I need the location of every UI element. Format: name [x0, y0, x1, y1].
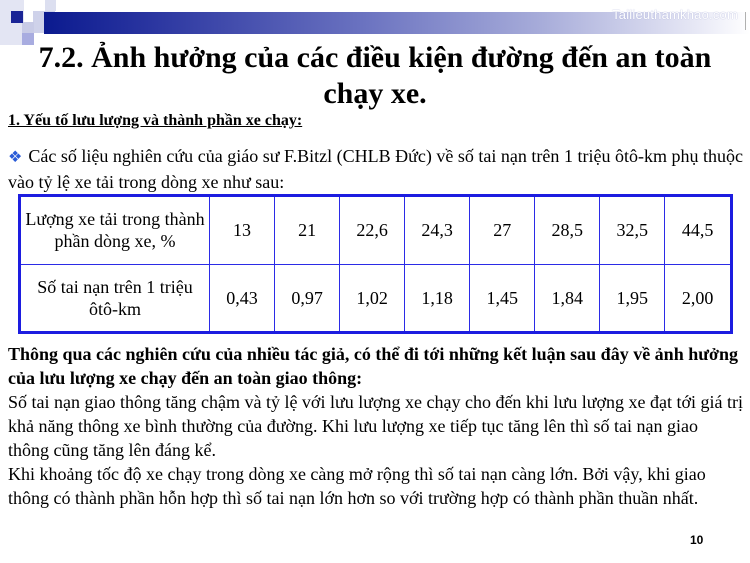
table-cell: 24,3 — [405, 196, 470, 265]
slide-title: 7.2. Ảnh hưởng của các điều kiện đường đến an toàn chạy xe. — [38, 41, 712, 110]
data-table — [18, 194, 733, 334]
row-label: Lượng xe tải trong thành phần dòng xe, % — [20, 196, 210, 265]
table-cell: 32,5 — [600, 196, 665, 265]
table-row — [20, 196, 732, 265]
table-cell: 1,02 — [340, 264, 405, 333]
table-cell: 13 — [210, 196, 275, 265]
table-cell: 28,5 — [535, 196, 600, 265]
watermark: Tailieuthamkhao.com — [612, 7, 738, 22]
section-heading: 1. Yếu tố lưu lượng và thành phần xe chạy: — [8, 112, 303, 129]
table-cell: 44,5 — [665, 196, 732, 265]
logo-square — [45, 0, 56, 11]
intro-paragraph — [8, 144, 743, 194]
table-cell: 2,00 — [665, 264, 732, 333]
intro-text: Các số liệu nghiên cứu của giáo sư F.Bitzl (CHLB Đức) về số tai nạn trên 1 triệu ôtô-km phụ thuộc vào tỷ lệ xe tải trong dòng xe như sau: — [8, 146, 744, 192]
diamond-bullet-icon: ❖ — [8, 149, 23, 166]
table-cell: 22,6 — [340, 196, 405, 265]
paragraph-1: Số tai nạn giao thông tăng chậm và tỷ lệ với lưu lượng xe chạy cho đến khi lưu lượng xe đạt tới giá trị khả năng thông xe bình thường của đường. Khi lưu lượng xe tiếp tục tăng lên thì số tai nạn giao thông cũng tăng lên đáng kể. — [8, 392, 743, 460]
table-row — [20, 264, 732, 333]
row-label: Số tai nạn trên 1 triệu ôtô-km — [20, 264, 210, 333]
paragraph-2: Khi khoảng tốc độ xe chạy trong dòng xe càng mở rộng thì số tai nạn càng lớn. Bởi vậy, khi giao thông có thành phần hỗn hợp thì số tai nạn lớn hơn so với trường hợp có thành phần thuần nhất. — [8, 464, 706, 508]
divider — [745, 12, 746, 30]
table-cell: 21 — [275, 196, 340, 265]
table-cell: 1,84 — [535, 264, 600, 333]
table-cell: 27 — [470, 196, 535, 265]
conclusion-heading: Thông qua các nghiên cứu của nhiều tác giả, có thể đi tới những kết luận sau đây về ảnh hưởng của lưu lượng xe chạy đến an toàn giao thông: — [8, 344, 738, 388]
table-cell: 1,95 — [600, 264, 665, 333]
table-cell: 1,18 — [405, 264, 470, 333]
table-cell: 1,45 — [470, 264, 535, 333]
table-cell: 0,97 — [275, 264, 340, 333]
table-cell: 0,43 — [210, 264, 275, 333]
page-number: 10 — [690, 533, 704, 547]
logo-square-dark — [11, 11, 23, 23]
